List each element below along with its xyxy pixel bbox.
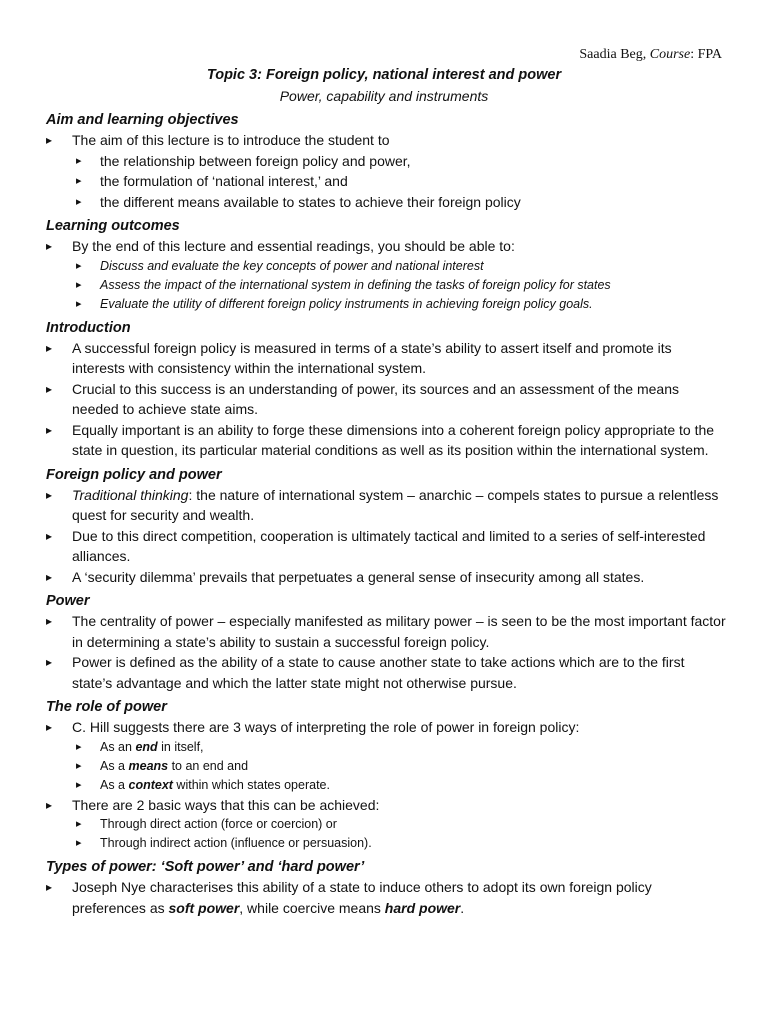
role-text: As a (100, 777, 129, 792)
list-item (46, 795, 726, 854)
aims-sublist (72, 151, 726, 213)
list-item: ▸ The centrality of power – especially manifested as military power – is seen to be the most important factor in determining a state’s ability to sustain a successful foreign policy. (46, 611, 726, 652)
list-item: ▸ A successful foreign policy is measured in terms of a state’s ability to assert itself and promote its interests with consistency within the international system. (46, 338, 726, 379)
outcomes-list (46, 236, 726, 314)
introduction-list (46, 338, 726, 461)
section-heading-fp-power: Foreign policy and power (46, 466, 222, 483)
outcomes-sublist (72, 257, 726, 314)
role-text: within which states operate. (172, 777, 330, 792)
traditional-thinking-term: Traditional thinking (72, 486, 189, 503)
list-item: ▸ the different means available to states to achieve their foreign policy (46, 192, 726, 213)
list-item (46, 485, 726, 526)
list-item: ▸ Evaluate the utility of different foreign policy instruments in achieving foreign policy goals. (46, 295, 726, 314)
list-item (46, 757, 726, 776)
list-item (46, 738, 726, 757)
role-list (46, 717, 726, 853)
list-item: ▸ Through indirect action (influence or persuasion). (46, 834, 726, 853)
author-line (579, 47, 722, 63)
section-heading-introduction: Introduction (46, 319, 131, 336)
role-text: As a (100, 758, 129, 773)
list-item (46, 776, 726, 795)
list-item (46, 236, 726, 314)
list-item (46, 877, 726, 918)
document-subtitle: Power, capability and instruments (279, 88, 489, 104)
types-list (46, 877, 726, 918)
list-item: ▸ the formulation of ‘national interest,’ and (46, 171, 726, 192)
outcomes-intro: By the end of this lecture and essential readings, you should be able to: (72, 238, 515, 254)
section-heading-power: Power (46, 593, 90, 609)
role-term-means: means (128, 758, 169, 773)
hard-power-term: hard power (384, 899, 461, 916)
aims-list (46, 130, 726, 212)
role-sublist (72, 738, 726, 795)
list-item: ▸ Discuss and evaluate the key concepts of power and national interest (46, 257, 726, 276)
fp-power-list (46, 485, 726, 588)
types-text: . (460, 899, 465, 916)
types-text: Joseph Nye characterises this ability of a state to induce others to adopt its own foreign policy preferences as (72, 879, 652, 916)
list-item: ▸ A ‘security dilemma’ prevails that perpetuates a general sense of insecurity among all states. (46, 567, 726, 588)
document-body (46, 108, 726, 918)
power-list (46, 611, 726, 693)
section-heading-aims: Aim and learning objectives (46, 112, 239, 128)
list-item (46, 130, 726, 212)
role-intro-2: There are 2 basic ways that this can be achieved: (72, 796, 380, 813)
author-name: Saadia Beg, (579, 47, 650, 62)
section-heading-types: Types of power: ‘Soft power’ and ‘hard power’ (46, 859, 365, 875)
ways-sublist (72, 815, 726, 853)
role-text: As an (100, 739, 136, 754)
list-item: ▸ Crucial to this success is an understanding of power, its sources and an assessment of the means needed to achieve state aims. (46, 379, 726, 420)
section-heading-outcomes: Learning outcomes (46, 218, 180, 234)
list-item: ▸ Equally important is an ability to forge these dimensions into a coherent foreign policy appropriate to the state in question, its particular material conditions as well as its position within the international system. (46, 420, 726, 461)
role-text: in itself, (157, 739, 204, 754)
list-item: ▸ Through direct action (force or coercion) or (46, 815, 726, 834)
course-label: Course (649, 47, 691, 62)
list-item: ▸ the relationship between foreign policy and power, (46, 151, 726, 172)
types-text: , while coercive means (239, 899, 385, 916)
role-term-end: end (135, 739, 158, 754)
role-intro: C. Hill suggests there are 3 ways of interpreting the role of power in foreign policy: (72, 719, 580, 735)
aims-intro: The aim of this lecture is to introduce the student to (72, 132, 390, 148)
traditional-thinking-text: : the nature of international system – anarchic – compels states to pursue a relentless quest for security and wealth. (72, 486, 719, 523)
list-item: ▸ Assess the impact of the international system in defining the tasks of foreign policy for states (46, 276, 726, 295)
list-item (46, 717, 726, 795)
section-heading-role: The role of power (46, 699, 167, 715)
list-item: ▸ Power is defined as the ability of a state to cause another state to take actions which are to the first state’s advantage and which the latter state might not otherwise pursue. (46, 652, 726, 693)
soft-power-term: soft power (168, 899, 240, 916)
list-item: ▸ Due to this direct competition, cooperation is ultimately tactical and limited to a series of self-interested alliances. (46, 526, 726, 567)
document-title: Topic 3: Foreign policy, national interest and power (206, 67, 562, 83)
role-term-context: context (128, 777, 173, 792)
role-text: to an end and (168, 758, 249, 773)
course-value: : FPA (690, 47, 722, 62)
